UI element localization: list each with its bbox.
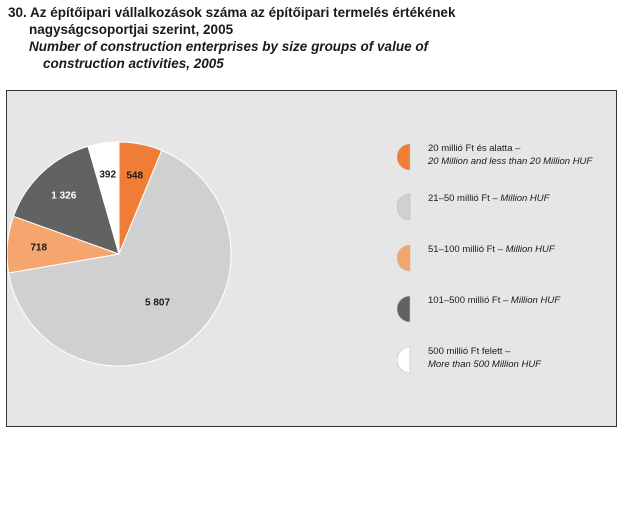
legend-item-5: [397, 344, 617, 384]
legend-wedge-2: [397, 194, 410, 220]
title-en-line-1: Number of construction enterprises by size groups of value of: [29, 39, 429, 54]
legend-label-en-1: 20 Million and less than 20 Million HUF: [428, 156, 593, 167]
legend-wedge-1: [397, 144, 410, 170]
slice-label-1: 548: [126, 170, 144, 182]
legend-label-hu-1: 20 millió Ft és alatta –: [428, 143, 521, 154]
legend-label-hu-5: 500 millió Ft felett –: [428, 346, 511, 357]
legend-label-en-4: Million HUF: [510, 295, 561, 306]
legend-wedge-4: [397, 296, 410, 322]
legend-wedge-3: [397, 245, 410, 271]
legend-label-en-2: Million HUF: [500, 193, 550, 204]
legend-label-hu-2: 21–50 millió Ft –: [428, 193, 498, 204]
legend-label-hu-3: 51–100 millió Ft –: [428, 244, 503, 255]
legend-item-4: [397, 293, 617, 333]
title-en-line-2: construction activities, 2005: [43, 56, 224, 71]
legend-swatch-3: [397, 242, 423, 274]
chart-panel: [6, 90, 617, 427]
legend-label-en-3: Million HUF: [505, 244, 555, 255]
title-hu-line-1: 30. Az építőipari vállalkozások száma az építőipari termelés értékének: [8, 5, 456, 20]
legend-label-en-5: More than 500 Million HUF: [428, 359, 541, 370]
slice-label-5: 392: [99, 169, 117, 181]
chart-title: [8, 4, 618, 72]
legend-swatch-4: [397, 293, 423, 325]
slice-label-3: 718: [30, 242, 48, 254]
slice-label-4: 1 326: [51, 190, 77, 202]
title-hu-line-2: nagyságcsoportjai szerint, 2005: [29, 22, 234, 37]
legend-item-2: [397, 191, 617, 231]
legend-wedge-5: [397, 347, 410, 373]
legend-item-1: [397, 141, 617, 181]
legend-item-3: [397, 242, 617, 282]
legend-swatch-5: [397, 344, 423, 376]
legend-label-hu-4: 101–500 millió Ft –: [428, 295, 509, 306]
slice-label-2: 5 807: [144, 297, 171, 309]
legend-swatch-2: [397, 191, 423, 223]
legend-swatch-1: [397, 141, 423, 173]
